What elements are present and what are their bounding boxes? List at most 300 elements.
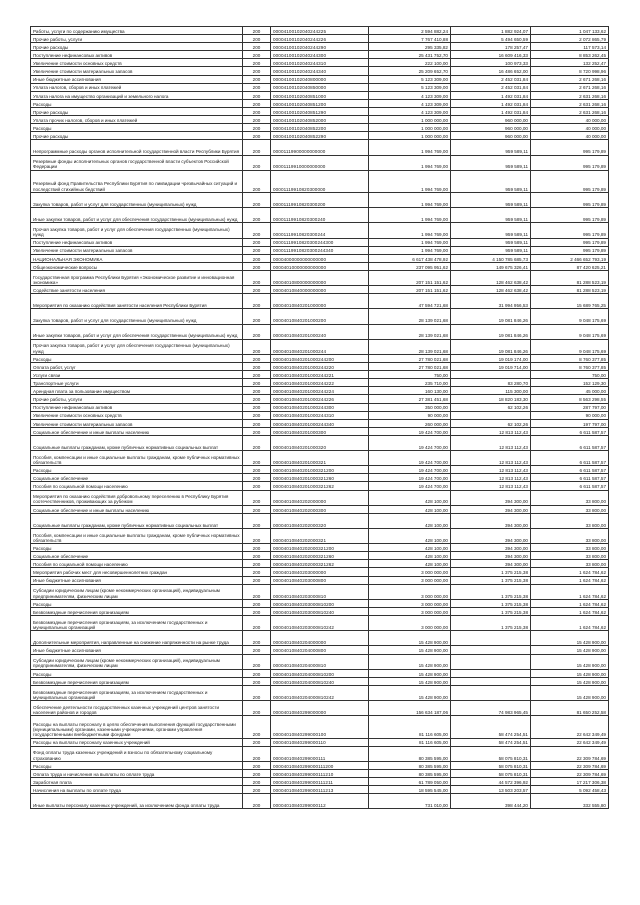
row-approved-amount-cell: 1 994 769,00 [369,238,451,246]
table-row [31,544,609,552]
row-name-cell: Социальное обеспечение и иные выплаты населению [31,505,243,513]
row-line-code-cell: 200 [243,107,271,115]
row-executed-amount-cell [451,654,531,669]
table-row [31,192,609,207]
row-name-cell: Социальные выплаты гражданам, кроме публичных нормативных социальных выплат [31,435,243,450]
table-row [31,584,609,599]
row-line-code-cell: 200 [243,490,271,505]
row-line-code-cell: 200 [243,669,271,677]
row-budget-code-cell: 00004010840299000111213 [271,786,369,794]
row-budget-code-cell: 00004100102040852200 [271,124,369,132]
row-budget-code-cell: 00004010840201000244224 [271,387,369,395]
table-row [31,646,609,654]
row-budget-code-cell: 00004010840201000300 [271,427,369,435]
row-executed-amount-cell: 394 300,00 [451,560,531,568]
row-name-cell: Пособия, компенсации и иные социальные выплаты гражданам, кроме публичных нормативных обязательств [31,451,243,466]
row-executed-amount-cell: 62 102,26 [451,403,531,411]
row-executed-amount-cell: 44 572 396,92 [451,778,531,786]
row-approved-amount-cell: 7 767 410,88 [369,35,451,43]
row-executed-amount-cell: 959 589,11 [451,170,531,192]
row-budget-code-cell: 00004010840201000200 [271,309,369,324]
row-name-cell: Мероприятия по оказанию содействия занятости населения Республики Бурятия [31,294,243,309]
row-executed-amount-cell: 19 081 846,26 [451,339,531,354]
row-unexecuted-amount-cell: 33 800,00 [531,490,609,505]
row-approved-amount-cell: 295 335,82 [369,43,451,51]
row-executed-amount-cell: 1 375 215,38 [451,568,531,576]
row-budget-code-cell: 00004010840203000810242 [271,616,369,631]
row-name-cell: Резервный фонд Правительства Республики Бурятия по ликвидации чрезвычайных ситуаций и последствий стихийных бедствий [31,170,243,192]
row-name-cell: Государственная программа Республики Бурятия «Экономическое развитие и инновационная экономика» [31,270,243,285]
table-row [31,716,609,738]
row-name-cell: Прочая закупка товаров, работ и услуг для обеспечения государственных (муниципальных) нужд [31,339,243,354]
row-budget-code-cell: 00001119910000000000 [271,155,369,170]
table-row [31,35,609,43]
row-name-cell: Поступление нефинансовых активов [31,238,243,246]
row-line-code-cell: 200 [243,482,271,490]
row-unexecuted-amount-cell: 2 072 865,79 [531,35,609,43]
table-row [31,607,609,615]
row-budget-code-cell: 00004010840203000810 [271,584,369,599]
row-executed-amount-cell: 394 300,00 [451,529,531,544]
row-approved-amount-cell: 222 100,00 [369,59,451,67]
row-approved-amount-cell: 1 994 769,00 [369,208,451,223]
table-row [31,552,609,560]
row-executed-amount-cell: 2 452 031,84 [451,83,531,91]
table-row [31,124,609,132]
row-budget-code-cell: 00001119910820300000 [271,170,369,192]
table-row [31,363,609,371]
row-budget-code-cell: 00001119910820300244300 [271,238,369,246]
row-line-code-cell: 200 [243,631,271,646]
row-unexecuted-amount-cell: 1 047 133,62 [531,27,609,35]
row-approved-amount-cell: 1 994 769,00 [369,140,451,155]
row-budget-code-cell: 00004010840202000320 [271,513,369,528]
row-budget-code-cell: 00004010840204000810 [271,654,369,669]
row-name-cell: Безвозмездные перечисления организациям [31,607,243,615]
table-row [31,677,609,685]
row-line-code-cell: 200 [243,387,271,395]
row-name-cell: Прочая закупка товаров, работ и услуг для обеспечения государственных (муниципальных) нужд [31,223,243,238]
row-line-code-cell: 200 [243,435,271,450]
row-approved-amount-cell: 80 385 595,00 [369,761,451,769]
row-name-cell: НАЦИОНАЛЬНАЯ ЭКОНОМИКА [31,254,243,262]
row-unexecuted-amount-cell: 8 760 377,85 [531,354,609,362]
row-executed-amount-cell: 115 300,00 [451,387,531,395]
row-approved-amount-cell: 5 123 309,00 [369,75,451,83]
table-row [31,286,609,294]
table-row [31,599,609,607]
row-budget-code-cell: 00004010840299000000 [271,701,369,716]
row-unexecuted-amount-cell: 2 631 268,16 [531,99,609,107]
row-unexecuted-amount-cell: 2 466 652 793,19 [531,254,609,262]
table-row [31,387,609,395]
table-row [31,294,609,309]
row-unexecuted-amount-cell: 33 800,00 [531,513,609,528]
row-budget-code-cell: 00004100102040244310 [271,59,369,67]
row-executed-amount-cell: 1 375 215,38 [451,576,531,584]
row-unexecuted-amount-cell: 33 800,00 [531,552,609,560]
table-row [31,738,609,746]
row-budget-code-cell: 00004100102040851290 [271,107,369,115]
table-row [31,529,609,544]
row-unexecuted-amount-cell: 22 309 784,69 [531,746,609,761]
row-name-cell: Иные закупки товаров, работ и услуг для обеспечения государственных (муниципальных) нужд [31,324,243,339]
row-line-code-cell: 200 [243,51,271,59]
row-name-cell: Иные бюджетные ассигнования [31,75,243,83]
table-row [31,451,609,466]
row-approved-amount-cell: 750,00 [369,371,451,379]
row-line-code-cell: 200 [243,568,271,576]
row-budget-code-cell: 00004010840201000000 [271,294,369,309]
row-name-cell: Субсидии юридическим лицам (кроме некоммерческих организаций), индивидуальным предпринимателям, физическим лицам [31,584,243,599]
row-approved-amount-cell: 428 100,00 [369,529,451,544]
row-budget-code-cell: 00004100102040244290 [271,43,369,51]
row-executed-amount-cell: 959 589,11 [451,140,531,155]
row-executed-amount-cell: 19 081 846,26 [451,309,531,324]
row-line-code-cell: 200 [243,411,271,419]
row-executed-amount-cell: 149 675 326,41 [451,262,531,270]
row-executed-amount-cell: 394 300,00 [451,552,531,560]
table-row [31,568,609,576]
row-budget-code-cell: 00004010840204000810200 [271,669,369,677]
row-line-code-cell: 200 [243,419,271,427]
table-row [31,701,609,716]
row-budget-code-cell: 00004010840201000321262 [271,482,369,490]
row-executed-amount-cell [451,631,531,646]
row-name-cell: Пособия по социальной помощи населению [31,482,243,490]
table-row [31,223,609,238]
table-row [31,140,609,155]
row-budget-code-cell: 00004100102040244225 [271,27,369,35]
row-budget-code-cell: 00004100102040852000 [271,116,369,124]
row-unexecuted-amount-cell: 995 179,89 [531,223,609,238]
row-approved-amount-cell: 19 424 700,00 [369,482,451,490]
table-row [31,67,609,75]
row-unexecuted-amount-cell: 33 800,00 [531,544,609,552]
table-row [31,75,609,83]
table-body [31,27,609,809]
row-approved-amount-cell: 235 710,00 [369,379,451,387]
row-line-code-cell: 200 [243,646,271,654]
row-unexecuted-amount-cell: 40 000,00 [531,116,609,124]
row-unexecuted-amount-cell: 33 800,00 [531,505,609,513]
table-row [31,238,609,246]
row-line-code-cell: 200 [243,769,271,777]
table-row [31,669,609,677]
table-row [31,794,609,809]
row-budget-code-cell: 00004010840201000244226 [271,395,369,403]
row-name-cell: Прочие расходы [31,107,243,115]
table-row [31,339,609,354]
row-name-cell: Расходы [31,761,243,769]
row-line-code-cell: 200 [243,599,271,607]
row-approved-amount-cell: 80 385 595,00 [369,746,451,761]
row-executed-amount-cell [451,646,531,654]
row-name-cell: Увеличение стоимости основных средств [31,59,243,67]
table-row [31,170,609,192]
row-name-cell: Дополнительные мероприятия, направленные на снижение напряженности на рынке труда [31,631,243,646]
row-line-code-cell: 200 [243,286,271,294]
row-approved-amount-cell: 1 000 000,00 [369,116,451,124]
row-executed-amount-cell: 960 000,00 [451,124,531,132]
row-approved-amount-cell: 19 424 700,00 [369,435,451,450]
row-line-code-cell: 200 [243,616,271,631]
table-row [31,83,609,91]
row-unexecuted-amount-cell: 995 179,89 [531,155,609,170]
row-executed-amount-cell: 959 589,11 [451,208,531,223]
row-name-cell: Поступление нефинансовых активов [31,403,243,411]
row-executed-amount-cell: 1 492 031,84 [451,107,531,115]
row-approved-amount-cell: 81 116 605,00 [369,716,451,738]
row-budget-code-cell: 00004100102040244300 [271,51,369,59]
row-name-cell: Расходы на выплаты персоналу в целях обеспечения выполнения функций государственными (муниципальными) органами, казенными учреждениями, органами управления государственными внебюджетными фондами [31,716,243,738]
row-name-cell: Оплата труда и начисления на выплаты по оплате труда [31,769,243,777]
row-executed-amount-cell: 74 983 965,45 [451,701,531,716]
row-line-code-cell: 200 [243,529,271,544]
table-row [31,91,609,99]
row-executed-amount-cell: 12 813 112,43 [451,427,531,435]
row-unexecuted-amount-cell: 1 624 784,62 [531,568,609,576]
row-name-cell: Фонд оплаты труда казенных учреждений и взносы по обязательному социальному страхованию [31,746,243,761]
row-unexecuted-amount-cell: 287 797,00 [531,403,609,411]
row-name-cell: Обеспечение деятельности государственных казенных учреждений центров занятости населения районов и городов [31,701,243,716]
row-budget-code-cell: 00004010840299000111210 [271,769,369,777]
row-approved-amount-cell: 428 100,00 [369,490,451,505]
row-budget-code-cell: 00004010840201000244221 [271,371,369,379]
row-executed-amount-cell: 394 300,00 [451,513,531,528]
row-executed-amount-cell: 12 813 112,43 [451,482,531,490]
row-unexecuted-amount-cell: 1 624 784,62 [531,616,609,631]
row-executed-amount-cell: 959 589,11 [451,155,531,170]
row-approved-amount-cell: 1 994 769,00 [369,246,451,254]
row-budget-code-cell: 00004010840201000244300 [271,403,369,411]
row-unexecuted-amount-cell: 81 288 523,19 [531,270,609,285]
table-row [31,59,609,67]
row-name-cell: Социальные выплаты гражданам, кроме публичных нормативных социальных выплат [31,513,243,528]
row-budget-code-cell: 00004010840204000810242 [271,685,369,700]
row-budget-code-cell: 00001119900000000000 [271,140,369,155]
row-approved-amount-cell: 4 123 309,00 [369,107,451,115]
row-budget-code-cell: 00004010840201000321260 [271,474,369,482]
row-budget-code-cell: 00004010840201000320 [271,435,369,450]
row-line-code-cell: 200 [243,223,271,238]
table-row [31,99,609,107]
row-executed-amount-cell: 394 300,00 [451,544,531,552]
row-executed-amount-cell: 398 444,20 [451,794,531,809]
row-budget-code-cell: 00004100102040244340 [271,67,369,75]
table-row [31,411,609,419]
row-approved-amount-cell: 90 000,00 [369,411,451,419]
row-budget-code-cell: 00004010840204000000 [271,631,369,646]
row-name-cell: Прочие работы, услуги [31,395,243,403]
row-name-cell: Прочие расходы [31,132,243,140]
row-line-code-cell: 200 [243,778,271,786]
row-unexecuted-amount-cell: 1 624 784,62 [531,599,609,607]
row-approved-amount-cell: 19 424 700,00 [369,451,451,466]
row-name-cell: Безвозмездные перечисления организациям, за исключением государственных и муниципальных организаций [31,616,243,631]
row-executed-amount-cell: 18 820 183,30 [451,395,531,403]
table-row [31,208,609,223]
row-executed-amount-cell: 58 474 254,51 [451,738,531,746]
row-line-code-cell: 200 [243,35,271,43]
table-row [31,254,609,262]
table-row [31,616,609,631]
table-row [31,395,609,403]
row-unexecuted-amount-cell: 40 000,00 [531,132,609,140]
row-executed-amount-cell: 19 081 846,26 [451,324,531,339]
row-executed-amount-cell: 4 150 785 685,73 [451,254,531,262]
row-unexecuted-amount-cell: 2 671 268,16 [531,83,609,91]
row-line-code-cell: 200 [243,379,271,387]
table-row [31,474,609,482]
row-unexecuted-amount-cell: 8 563 298,55 [531,395,609,403]
table-row [31,132,609,140]
row-name-cell: Мероприятия по оказанию содействия добровольному переселению в Республику Бурятия соотечественников, проживающих за рубежом [31,490,243,505]
row-line-code-cell: 200 [243,124,271,132]
row-approved-amount-cell: 28 139 021,68 [369,324,451,339]
row-executed-amount-cell: 83 280,70 [451,379,531,387]
row-executed-amount-cell: 959 589,11 [451,192,531,207]
table-row [31,466,609,474]
row-approved-amount-cell: 350 000,00 [369,403,451,411]
table-row [31,490,609,505]
row-name-cell: Социальное обеспечение и иные выплаты населению [31,427,243,435]
row-executed-amount-cell: 100 973,33 [451,59,531,67]
row-approved-amount-cell: 1 000 000,00 [369,124,451,132]
row-name-cell: Пособия по социальной помощи населению [31,560,243,568]
row-approved-amount-cell: 80 385 595,00 [369,769,451,777]
row-budget-code-cell: 00004100102040851200 [271,99,369,107]
row-unexecuted-amount-cell: 6 611 587,57 [531,474,609,482]
row-budget-code-cell: 00004010840202000321262 [271,560,369,568]
table-row [31,560,609,568]
row-unexecuted-amount-cell: 8 760 377,85 [531,363,609,371]
row-budget-code-cell: 00004010840204000810240 [271,677,369,685]
row-unexecuted-amount-cell: 995 179,89 [531,140,609,155]
row-name-cell: Оплата работ, услуг [31,363,243,371]
row-budget-code-cell: 00004000000000000000 [271,254,369,262]
row-executed-amount-cell [451,669,531,677]
row-name-cell: Иные выплаты персоналу казенных учреждений, за исключением фонда оплаты труда [31,794,243,809]
row-executed-amount-cell: 12 813 112,43 [451,451,531,466]
row-executed-amount-cell: 62 102,26 [451,419,531,427]
row-line-code-cell: 200 [243,262,271,270]
row-budget-code-cell: 00004010800000000000 [271,270,369,285]
row-unexecuted-amount-cell: 15 428 900,00 [531,654,609,669]
row-line-code-cell: 200 [243,75,271,83]
row-line-code-cell: 200 [243,677,271,685]
row-name-cell: Закупка товаров, работ и услуг для государственных (муниципальных) нужд [31,309,243,324]
row-line-code-cell: 200 [243,466,271,474]
row-name-cell: Услуги связи [31,371,243,379]
row-approved-amount-cell: 207 151 151,62 [369,270,451,285]
row-name-cell: Резервные фонды исполнительных органов государственной власти субъектов Российской Федерации [31,155,243,170]
row-approved-amount-cell: 428 100,00 [369,552,451,560]
table-row [31,631,609,646]
row-approved-amount-cell: 428 100,00 [369,544,451,552]
row-line-code-cell: 200 [243,761,271,769]
row-unexecuted-amount-cell: 87 420 625,21 [531,262,609,270]
row-name-cell: Расходы на выплаты персоналу казенных учреждений [31,738,243,746]
table-row [31,270,609,285]
row-unexecuted-amount-cell: 9 048 175,69 [531,309,609,324]
row-name-cell: Уплата прочих налогов, сборов и иных платежей [31,116,243,124]
row-budget-code-cell: 00004010840299000111200 [271,761,369,769]
row-executed-amount-cell: 13 503 203,57 [451,786,531,794]
row-unexecuted-amount-cell: 995 179,89 [531,246,609,254]
row-line-code-cell: 200 [243,59,271,67]
row-line-code-cell: 200 [243,576,271,584]
row-approved-amount-cell: 160 130,00 [369,387,451,395]
row-line-code-cell: 200 [243,354,271,362]
row-approved-amount-cell: 27 381 451,68 [369,395,451,403]
row-executed-amount-cell [451,371,531,379]
row-name-cell: Безвозмездные перечисления организациям, за исключением государственных и муниципальных организаций [31,685,243,700]
row-approved-amount-cell: 3 000 000,00 [369,576,451,584]
row-executed-amount-cell: 2 452 031,84 [451,75,531,83]
row-unexecuted-amount-cell: 33 800,00 [531,529,609,544]
row-unexecuted-amount-cell: 15 428 900,00 [531,685,609,700]
row-approved-amount-cell: 81 116 605,00 [369,738,451,746]
row-name-cell: Расходы [31,354,243,362]
row-budget-code-cell: 00004010840201000321 [271,451,369,466]
row-line-code-cell: 200 [243,192,271,207]
row-name-cell: Расходы [31,466,243,474]
row-budget-code-cell: 00004010840201000244222 [271,379,369,387]
row-unexecuted-amount-cell: 22 642 349,49 [531,738,609,746]
row-approved-amount-cell: 19 424 700,00 [369,466,451,474]
row-unexecuted-amount-cell: 5 092 458,43 [531,786,609,794]
row-line-code-cell: 200 [243,716,271,738]
row-budget-code-cell: 00004100102040851000 [271,91,369,99]
row-unexecuted-amount-cell: 9 048 175,69 [531,324,609,339]
row-name-cell: Закупка товаров, работ и услуг для государственных (муниципальных) нужд [31,192,243,207]
row-name-cell: Прочие работы, услуги [31,35,243,43]
row-unexecuted-amount-cell: 1 624 784,62 [531,576,609,584]
row-name-cell: Увеличение стоимости материальных запасов [31,246,243,254]
row-unexecuted-amount-cell: 1 624 784,62 [531,584,609,599]
row-line-code-cell: 200 [243,505,271,513]
row-executed-amount-cell: 19 019 174,00 [451,354,531,362]
row-unexecuted-amount-cell: 6 611 587,57 [531,427,609,435]
row-name-cell: Расходы [31,124,243,132]
table-row [31,482,609,490]
row-unexecuted-amount-cell: 995 179,89 [531,238,609,246]
row-budget-code-cell: 00004010840203000000 [271,568,369,576]
row-line-code-cell: 200 [243,27,271,35]
row-line-code-cell: 200 [243,339,271,354]
row-approved-amount-cell: 1 994 769,00 [369,223,451,238]
row-name-cell: Уплата налогов, сборов и иных платежей [31,83,243,91]
row-line-code-cell: 200 [243,427,271,435]
row-unexecuted-amount-cell: 33 800,00 [531,560,609,568]
row-approved-amount-cell: 3 000 000,00 [369,616,451,631]
table-row [31,116,609,124]
row-unexecuted-amount-cell: 995 179,89 [531,208,609,223]
row-approved-amount-cell: 27 780 021,68 [369,354,451,362]
row-budget-code-cell: 00001119910820300200 [271,192,369,207]
table-row [31,746,609,761]
row-executed-amount-cell: 58 075 810,31 [451,746,531,761]
row-name-cell: Арендная плата за пользование имуществом [31,387,243,395]
row-budget-code-cell: 00004010840202000321200 [271,544,369,552]
row-budget-code-cell: 00004100102040800000 [271,75,369,83]
row-budget-code-cell: 00004010840202000000 [271,490,369,505]
row-line-code-cell: 200 [243,552,271,560]
row-unexecuted-amount-cell: 152 129,30 [531,379,609,387]
row-line-code-cell: 200 [243,140,271,155]
row-line-code-cell: 200 [243,363,271,371]
